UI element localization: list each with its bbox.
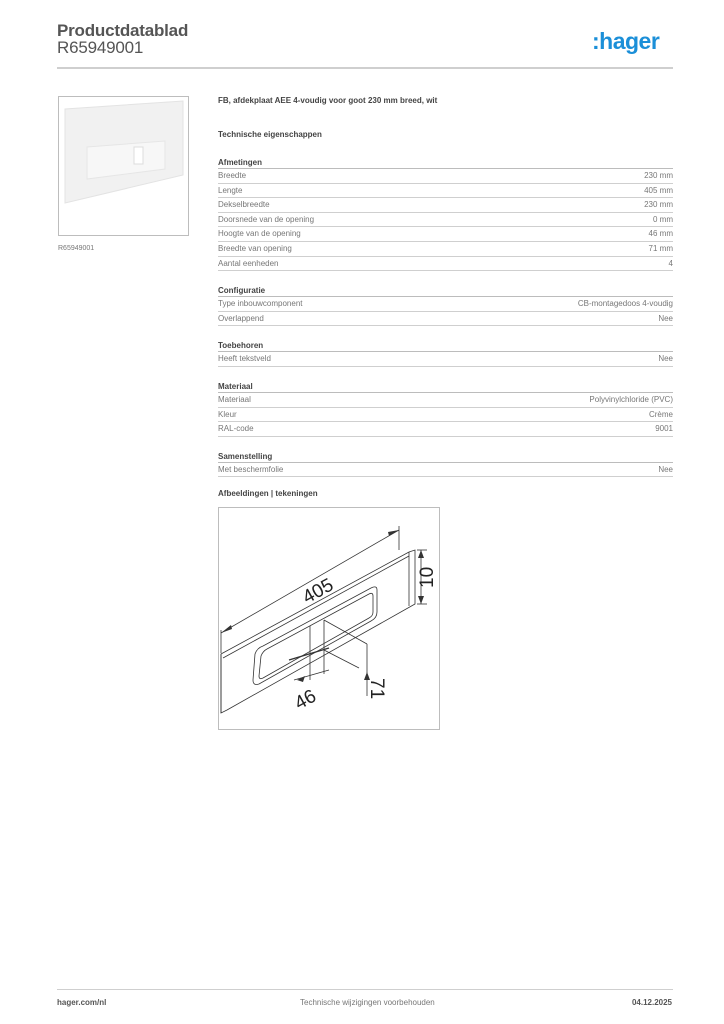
hager-logo: :hager bbox=[592, 28, 660, 54]
spec-label: Met beschermfolie bbox=[218, 464, 284, 474]
section-toebehoren bbox=[218, 340, 673, 367]
spec-row bbox=[218, 169, 673, 184]
spec-value: CB-montagedoos 4-voudig bbox=[577, 299, 673, 309]
cover-plate-image bbox=[59, 97, 188, 235]
svg-text:405: 405 bbox=[299, 574, 338, 609]
article-number: R65949001 bbox=[57, 38, 144, 57]
svg-text:10: 10 bbox=[417, 566, 438, 588]
svg-text:71: 71 bbox=[366, 678, 387, 700]
footer-disclaimer: Technische wijzigingen voorbehouden bbox=[300, 998, 435, 1007]
spec-value: 230 mm bbox=[644, 200, 673, 210]
tech-heading: Technische eigenschappen bbox=[218, 130, 322, 139]
spec-label: Hoogte van de opening bbox=[218, 229, 301, 239]
images-heading: Afbeeldingen | tekeningen bbox=[218, 489, 318, 498]
section-heading: Afmetingen bbox=[218, 157, 673, 169]
spec-row bbox=[218, 242, 673, 257]
section-heading: Toebehoren bbox=[218, 340, 673, 352]
spec-value: 405 mm bbox=[644, 185, 673, 195]
dimension-drawing-image bbox=[219, 508, 439, 729]
spec-label: Type inbouwcomponent bbox=[218, 299, 303, 309]
section-heading: Materiaal bbox=[218, 381, 673, 393]
spec-row bbox=[218, 257, 673, 272]
spec-row bbox=[218, 297, 673, 312]
spec-label: Breedte van opening bbox=[218, 243, 292, 253]
spec-content bbox=[218, 96, 673, 477]
spec-label: Dekselbreedte bbox=[218, 200, 270, 210]
footer-divider bbox=[57, 989, 673, 990]
spec-row bbox=[218, 393, 673, 408]
spec-value: Nee bbox=[658, 464, 673, 474]
spec-label: Breedte bbox=[218, 171, 247, 180]
header-divider bbox=[57, 67, 673, 69]
spec-value: 71 mm bbox=[648, 243, 673, 253]
spec-row bbox=[218, 184, 673, 199]
spec-value: Nee bbox=[658, 313, 673, 323]
section-configuratie bbox=[218, 285, 673, 326]
spec-label: Overlappend bbox=[218, 313, 264, 323]
spec-value: Crème bbox=[648, 409, 673, 419]
section-heading: Samenstelling bbox=[218, 451, 673, 463]
spec-row bbox=[218, 213, 673, 228]
spec-label: Doorsnede van de opening bbox=[218, 214, 315, 224]
spec-row bbox=[218, 312, 673, 327]
footer-date: 04.12.2025 bbox=[631, 998, 672, 1007]
spec-value: 9001 bbox=[655, 424, 673, 434]
spec-row bbox=[218, 422, 673, 437]
product-thumbnail bbox=[58, 96, 189, 236]
spec-row bbox=[218, 227, 673, 242]
spec-value: Nee bbox=[658, 354, 673, 364]
spec-label: Kleur bbox=[218, 409, 237, 419]
page-title: Productdatablad bbox=[57, 21, 189, 40]
spec-value: 230 mm bbox=[644, 171, 673, 180]
spec-value: Polyvinylchloride (PVC) bbox=[589, 394, 673, 404]
product-title: FB, afdekplaat AEE 4-voudig voor goot 230 mm breed, wit bbox=[218, 96, 438, 105]
thumbnail-caption: R65949001 bbox=[58, 245, 95, 252]
technical-drawing bbox=[218, 507, 440, 730]
spec-label: Lengte bbox=[218, 185, 243, 195]
section-heading: Configuratie bbox=[218, 285, 673, 297]
section-samenstelling bbox=[218, 451, 673, 478]
spec-row bbox=[218, 352, 673, 367]
svg-text:46: 46 bbox=[291, 685, 320, 715]
spec-value: 46 mm bbox=[648, 229, 673, 239]
section-materiaal bbox=[218, 381, 673, 437]
spec-row bbox=[218, 463, 673, 478]
spec-value: 4 bbox=[668, 258, 673, 268]
spec-value: 0 mm bbox=[653, 214, 673, 224]
footer-website-link[interactable]: hager.com/nl bbox=[57, 998, 107, 1007]
spec-label: Aantal eenheden bbox=[218, 258, 279, 268]
spec-row bbox=[218, 198, 673, 213]
spec-label: RAL-code bbox=[218, 424, 254, 434]
spec-label: Materiaal bbox=[218, 394, 251, 404]
spec-row bbox=[218, 408, 673, 423]
spec-label: Heeft tekstveld bbox=[218, 354, 271, 364]
section-afmetingen bbox=[218, 157, 673, 271]
